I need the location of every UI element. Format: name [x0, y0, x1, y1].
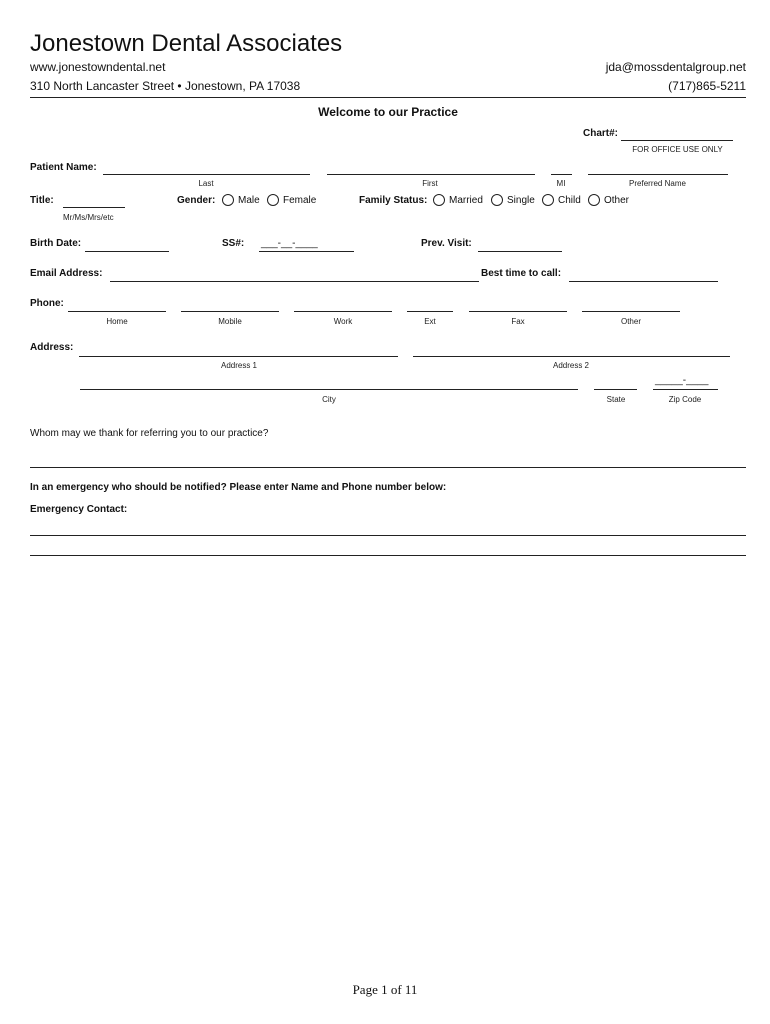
form-heading: Welcome to our Practice: [318, 105, 458, 119]
gender-female-radio[interactable]: [267, 194, 279, 206]
city-caption: City: [322, 395, 336, 404]
state-field[interactable]: [594, 389, 637, 390]
address1-field[interactable]: [79, 356, 398, 357]
preferred-caption: Preferred Name: [629, 179, 686, 188]
prev-visit-label: Prev. Visit:: [421, 238, 472, 249]
best-time-field[interactable]: [569, 281, 718, 282]
zip-caption: Zip Code: [668, 395, 702, 404]
first-name-field[interactable]: [327, 174, 535, 175]
address1-caption: Address 1: [220, 361, 258, 370]
family-child-label: Child: [558, 195, 581, 206]
best-time-label: Best time to call:: [481, 268, 562, 279]
email-label: Email Address:: [30, 268, 103, 279]
phone-other-caption: Other: [620, 317, 641, 326]
mi-caption: MI: [556, 179, 566, 188]
phone-work-caption: Work: [333, 317, 353, 326]
gender-female-label: Female: [283, 195, 317, 206]
practice-name: Jonestown Dental Associates: [30, 30, 343, 57]
chart-number-field[interactable]: [621, 140, 733, 141]
patient-name-label: Patient Name:: [30, 162, 97, 173]
practice-address: 310 North Lancaster Street • Jonestown, PA 17038: [30, 79, 301, 93]
phone-mobile-caption: Mobile: [218, 317, 242, 326]
first-caption: First: [422, 179, 438, 188]
family-married-label: Married: [449, 195, 483, 206]
family-child-radio[interactable]: [542, 194, 554, 206]
office-use-caption: FOR OFFICE USE ONLY: [632, 145, 723, 154]
practice-website[interactable]: www.jonestowndental.net: [30, 60, 166, 74]
referral-field[interactable]: [30, 467, 746, 468]
referral-question: Whom may we thank for referring you to our practice?: [30, 428, 269, 439]
email-field[interactable]: [110, 281, 479, 282]
emergency-contact-field-1[interactable]: [30, 535, 746, 536]
phone-home-caption: Home: [106, 317, 128, 326]
title-field[interactable]: [63, 207, 125, 208]
state-caption: State: [606, 395, 626, 404]
gender-male-label: Male: [238, 195, 260, 206]
practice-phone: (717)865-5211: [668, 79, 746, 93]
ss-placeholder: ___-__-____: [261, 238, 318, 249]
family-single-label: Single: [507, 195, 535, 206]
emergency-heading: In an emergency who should be notified? Please enter Name and Phone number below:: [30, 482, 447, 493]
emergency-contact-field-2[interactable]: [30, 555, 746, 556]
phone-ext-caption: Ext: [424, 317, 436, 326]
last-caption: Last: [198, 179, 214, 188]
gender-label: Gender:: [177, 195, 216, 206]
family-other-label: Other: [604, 195, 630, 206]
last-name-field[interactable]: [103, 174, 310, 175]
gender-male-radio[interactable]: [222, 194, 234, 206]
phone-home-field[interactable]: [68, 311, 166, 312]
zip-field[interactable]: [653, 389, 718, 390]
family-status-label: Family Status:: [359, 195, 428, 206]
title-caption: Mr/Ms/Mrs/etc: [63, 213, 114, 222]
emergency-contact-label: Emergency Contact:: [30, 504, 128, 515]
middle-initial-field[interactable]: [551, 174, 572, 175]
page-number: Page 1 of 11: [352, 982, 418, 997]
family-other-radio[interactable]: [588, 194, 600, 206]
practice-email[interactable]: jda@mossdentalgroup.net: [605, 60, 746, 74]
city-field[interactable]: [80, 389, 578, 390]
family-single-radio[interactable]: [491, 194, 503, 206]
phone-label: Phone:: [30, 298, 64, 309]
ss-field[interactable]: [259, 251, 354, 252]
phone-fax-caption: Fax: [511, 317, 525, 326]
birth-date-label: Birth Date:: [30, 238, 82, 249]
address2-field[interactable]: [413, 356, 730, 357]
zip-placeholder: _____-____: [655, 375, 709, 386]
address-label: Address:: [30, 342, 74, 353]
ss-label: SS#:: [222, 238, 245, 249]
address2-caption: Address 2: [552, 361, 590, 370]
birth-date-field[interactable]: [85, 251, 169, 252]
phone-fax-field[interactable]: [469, 311, 567, 312]
phone-mobile-field[interactable]: [181, 311, 279, 312]
prev-visit-field[interactable]: [478, 251, 562, 252]
preferred-name-field[interactable]: [588, 174, 728, 175]
chart-label: Chart#:: [583, 128, 619, 139]
phone-work-field[interactable]: [294, 311, 392, 312]
title-label: Title:: [30, 195, 54, 206]
header-divider: [30, 97, 746, 98]
phone-other-field[interactable]: [582, 311, 680, 312]
phone-ext-field[interactable]: [407, 311, 453, 312]
family-married-radio[interactable]: [433, 194, 445, 206]
